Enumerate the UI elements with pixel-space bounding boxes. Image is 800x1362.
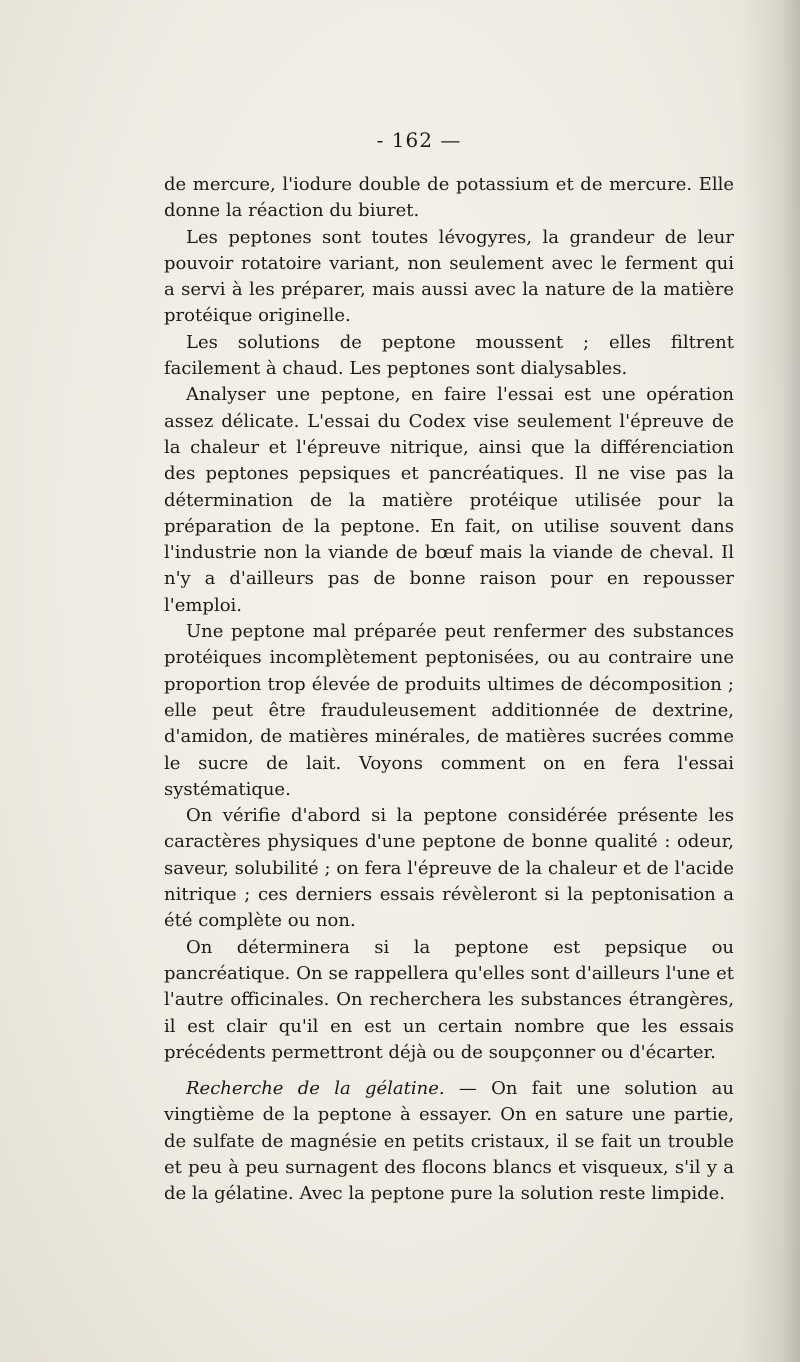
- paragraph-1: de mercure, l'iodure double de potassium et de mercure. Elle donne la réaction du biuret.: [164, 174, 734, 222]
- paragraph-5: Une peptone mal préparée peut renfermer des substances protéiques incomplètement peptonisées, ou au contraire une proportion trop élevée de produits ultimes de décomposition ; elle peut être frauduleusement additionnée de dextrine, d'amidon, de matières minérales, de matières sucrées comme le sucre de lait. Voyons comment on en fera l'essai systématique.: [164, 621, 734, 800]
- paragraph-6: On vérifie d'abord si la peptone considérée présente les caractères physiques d'une peptone de bonne qualité : odeur, saveur, solubilité ; on fera l'épreuve de la chaleur et de l'acide nitrique ; ces derniers essais révèleront si la peptonisation a été complète ou non.: [164, 805, 734, 932]
- paragraph-7: On déterminera si la peptone est pepsique ou pancréatique. On se rappellera qu'elles sont d'ailleurs l'une et l'autre officinales. On recherchera les substances étrangères, il est clair qu'il en est un certain nombre que les essais précédents permettront déjà ou de soupçonner ou d'écarter.: [164, 936, 734, 1063]
- section-dash: —: [444, 1078, 492, 1100]
- paragraph-2: Les peptones sont toutes lévogyres, la grandeur de leur pouvoir rotatoire variant, non seulement avec le ferment qui a servi à les préparer, mais aussi avec la nature de la matière protéique originelle.: [164, 226, 734, 327]
- body-text: [164, 172, 734, 1208]
- page-edge-shadow: [740, 0, 800, 1362]
- section-title: Recherche de la gélatine.: [186, 1078, 445, 1100]
- paragraph-3: Les solutions de peptone moussent ; elles filtrent facilement à chaud. Les peptones sont dialysables.: [164, 331, 734, 380]
- section-gelatine: [164, 1076, 734, 1207]
- page-number: - 162 —: [376, 128, 462, 152]
- section-text: On fait une solution au vingtième de la peptone à essayer. On en sature une partie, de sulfate de magnésie en petits cristaux, il se fait un trouble et peu à peu surnagent des flocons blancs et visqueux, s'il y a de la gélatine. Avec la peptone pure la solution reste limpide.: [164, 1078, 734, 1205]
- paragraph-4: Analyser une peptone, en faire l'essai est une opération assez délicate. L'essai du Codex vise seulement l'épreuve de la chaleur et l'épreuve nitrique, ainsi que la différenciation des peptones pepsiques et pancréatiques. Il ne vise pas la détermination de la matière protéique utilisée pour la préparation de la peptone. En fait, on utilise souvent dans l'industrie non la viande de bœuf mais la viande de cheval. Il n'y a d'ailleurs pas de bonne raison pour en repousser l'emploi.: [164, 384, 734, 616]
